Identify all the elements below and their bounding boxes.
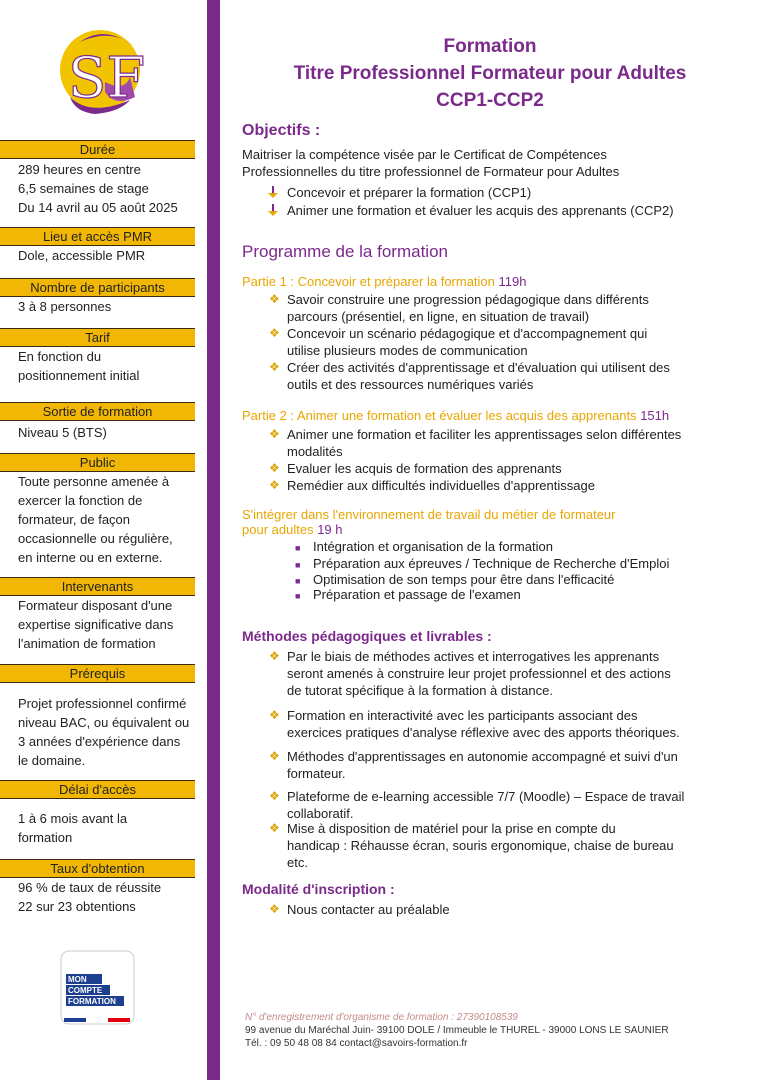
intervenants-head: Intervenants (0, 577, 195, 596)
diamond-bullet-icon: ❖ (269, 461, 280, 475)
methode-item: ❖ Mise à disposition de matériel pour la prise en compte du handicap : Réhausse écran, souris ergonomique, chaise de bureau etc. (269, 821, 674, 870)
square-bullet-icon: ■ (295, 543, 301, 553)
arrow-down-icon (267, 204, 279, 217)
svg-text:MON: MON (68, 975, 87, 984)
diamond-bullet-icon: ❖ (269, 902, 280, 916)
participants-body: 3 à 8 personnes (18, 299, 112, 314)
delai-body: 1 à 6 mois avant la formation (18, 811, 128, 845)
part3-item: ■ Préparation aux épreuves / Technique de Recherche d'Emploi (313, 555, 669, 572)
part1-item: ❖ Concevoir un scénario pédagogique et d'accompagnement qui utilise plusieurs modes de communication (269, 326, 648, 358)
taux-body: 96 % de taux de réussite 22 sur 23 obtentions (18, 880, 162, 914)
methode-item: ❖ Plateforme de e-learning accessible 7/7 (Moodle) – Espace de travail collaboratif. (269, 789, 685, 821)
square-bullet-icon: ■ (295, 591, 301, 601)
square-bullet-icon: ■ (295, 560, 301, 570)
tarif-head: Tarif (0, 328, 195, 347)
diamond-bullet-icon: ❖ (269, 292, 280, 306)
footer-address: 99 avenue du Maréchal Juin- 39100 DOLE / Immeuble le THUREL - 39000 LONS LE SAUNIER (245, 1025, 669, 1036)
programme-heading: Programme de la formation (242, 242, 448, 261)
sidebar (0, 0, 195, 1080)
footer-contact: Tél. : 09 50 48 08 84 contact@savoirs-formation.fr (245, 1038, 468, 1049)
intervenants-body: Formateur disposant d'une expertise significative dans l'animation de formation (18, 598, 174, 651)
duree-body: 289 heures en centre 6,5 semaines de stage Du 14 avril au 05 août 2025 (18, 162, 178, 215)
part1-item: ❖ Créer des activités d'apprentissage et d'évaluation qui utilisent des outils et des ressources numériques variés (269, 360, 670, 392)
public-body: Toute personne amenée à exercer la fonction de formateur, de façon occasionnelle ou régulière, en interne ou en externe. (18, 474, 173, 565)
tarif-body: En fonction du positionnement initial (18, 349, 140, 383)
sf-logo (50, 22, 145, 122)
lieu-head: Lieu et accès PMR (0, 227, 195, 246)
delai-head: Délai d'accès (0, 780, 195, 799)
sortie-head: Sortie de formation (0, 402, 195, 421)
inscription-item: ❖ Nous contacter au préalable (269, 902, 450, 917)
objectif-item: Animer une formation et évaluer les acquis des apprenants (CCP2) (287, 202, 674, 219)
prerequis-body: Projet professionnel confirmé niveau BAC, ou équivalent ou 3 années d'expérience dans le domaine. (18, 696, 190, 768)
part1-item: ❖ Savoir construire une progression pédagogique dans différents parcours (présentiel, en ligne, en situation de travail) (269, 292, 649, 324)
mon-compte-formation-logo (60, 950, 135, 1025)
square-bullet-icon: ■ (295, 576, 301, 586)
part2-item: ❖ Evaluer les acquis de formation des apprenants (269, 461, 562, 476)
part3-item: ■ Intégration et organisation de la formation (313, 538, 553, 555)
logo-letters: SF (68, 46, 145, 111)
objectifs-intro: Maitriser la compétence visée par le Certificat de Compétences Professionnelles du titre professionnel de Formateur pour Adultes (242, 147, 620, 179)
diamond-bullet-icon: ❖ (269, 708, 280, 722)
footer-registration: N° d'enregistrement d'organisme de formation : 27390108539 (245, 1012, 518, 1023)
part3-label: S'intégrer dans l'environnement de travail du métier de formateur pour adultes 19 h (242, 507, 616, 537)
diamond-bullet-icon: ❖ (269, 478, 280, 492)
duree-head: Durée (0, 140, 195, 159)
participants-head: Nombre de participants (0, 278, 195, 297)
methode-item: ❖ Formation en interactivité avec les participants associant des exercices pratiques d'analyse réflexive avec des apports théoriques. (269, 708, 680, 740)
methodes-heading: Méthodes pédagogiques et livrables : (242, 628, 492, 644)
part2-item: ❖ Remédier aux difficultés individuelles d'apprentissage (269, 478, 595, 493)
part2-item: ❖ Animer une formation et faciliter les apprentissages selon différentes modalités (269, 427, 682, 459)
methode-item: ❖ Méthodes d'apprentissages en autonomie accompagné et suivi d'un formateur. (269, 749, 678, 781)
public-head: Public (0, 453, 195, 472)
diamond-bullet-icon: ❖ (269, 649, 280, 663)
part3-item: ■ Préparation et passage de l'examen (313, 586, 521, 603)
part2-label: Partie 2 : Animer une formation et évaluer les acquis des apprenants 151h (242, 408, 670, 423)
diamond-bullet-icon: ❖ (269, 749, 280, 763)
page-title: Formation Titre Professionnel Formateur pour Adultes CCP1-CCP2 (293, 36, 687, 111)
objectif-item: Concevoir et préparer la formation (CCP1) (287, 184, 531, 201)
arrow-down-icon (267, 186, 279, 199)
part3-item: ■ Optimisation de son temps pour être dans l'efficacité (313, 571, 614, 588)
diamond-bullet-icon: ❖ (269, 821, 280, 835)
part1-label: Partie 1 : Concevoir et préparer la formation 119h (242, 274, 527, 289)
objectifs-heading: Objectifs : (242, 122, 321, 139)
diamond-bullet-icon: ❖ (269, 427, 280, 441)
methode-item: ❖ Par le biais de méthodes actives et interrogatives les apprenants seront amenés à construire leur projet professionnel et des actions de tutorat spécifique à la formation à distance. (269, 649, 671, 698)
sortie-body: Niveau 5 (BTS) (18, 425, 107, 440)
diamond-bullet-icon: ❖ (269, 360, 280, 374)
diamond-bullet-icon: ❖ (269, 326, 280, 340)
prerequis-head: Prérequis (0, 664, 195, 683)
lieu-body: Dole, accessible PMR (18, 248, 146, 263)
taux-head: Taux d'obtention (0, 859, 195, 878)
svg-text:FORMATION: FORMATION (68, 997, 116, 1006)
diamond-bullet-icon: ❖ (269, 789, 280, 803)
vertical-accent-bar (207, 0, 220, 1080)
svg-text:COMPTE: COMPTE (68, 986, 103, 995)
inscription-heading: Modalité d'inscription : (242, 881, 395, 897)
